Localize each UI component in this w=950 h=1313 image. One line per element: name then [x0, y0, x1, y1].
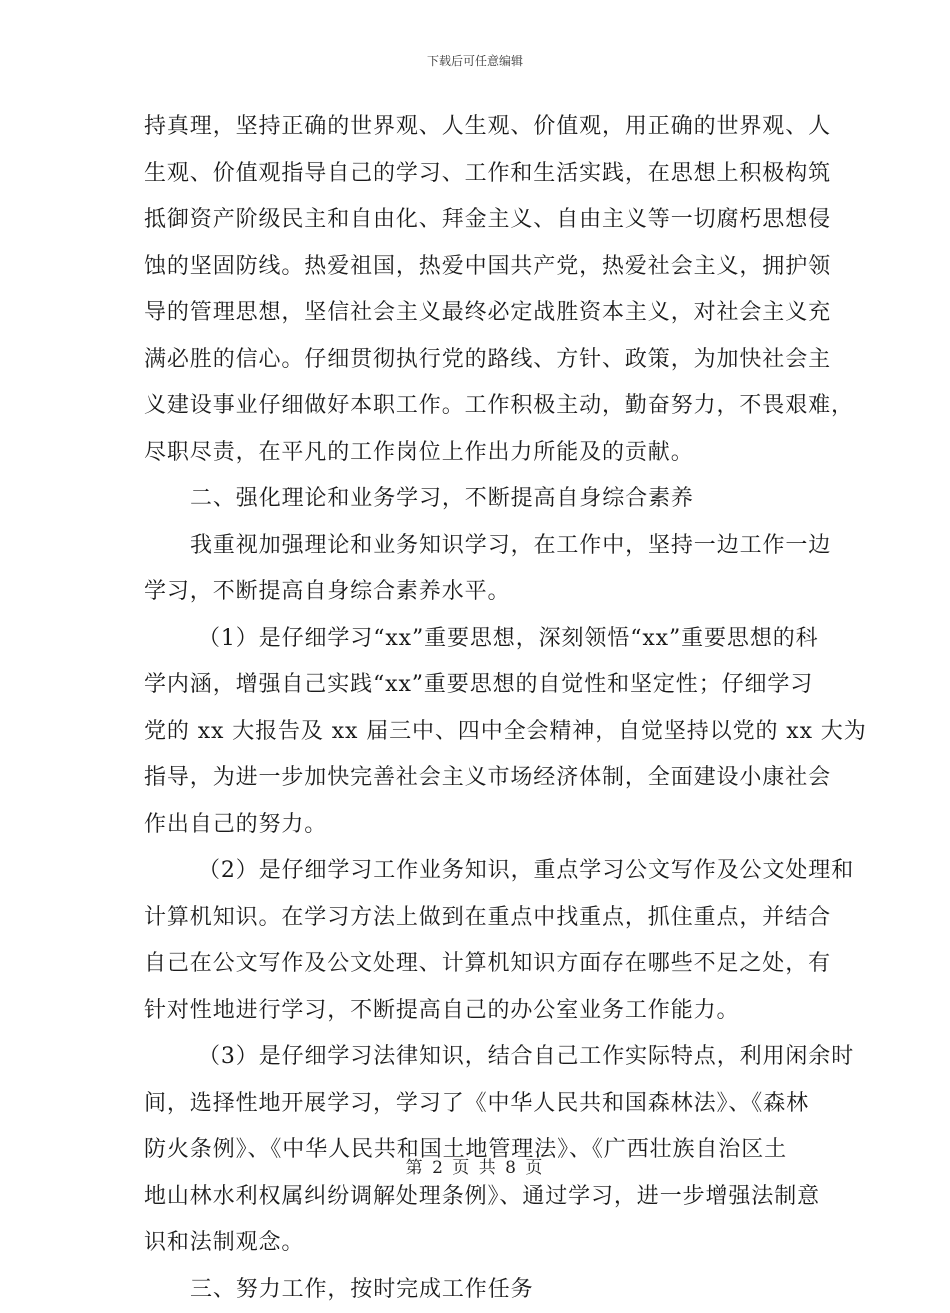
body-line: 识和法制观念。	[144, 1220, 806, 1267]
body-line: 间，选择性地开展学习，学习了《中华人民共和国森林法》、《森林	[144, 1081, 806, 1128]
body-line: 生观、价值观指导自己的学习、工作和生活实践，在思想上积极构筑	[144, 151, 806, 198]
body-line: 作出自己的努力。	[144, 802, 806, 849]
body-line: 防火条例》、《中华人民共和国土地管理法》、《广西壮族自治区土	[144, 1127, 806, 1174]
page-footer: 第 2 页 共 8 页	[0, 1153, 950, 1178]
body-line: 义建设事业仔细做好本职工作。工作积极主动，勤奋努力，不畏艰难，	[144, 383, 806, 430]
body-line: 抵御资产阶级民主和自由化、拜金主义、自由主义等一切腐朽思想侵	[144, 197, 806, 244]
body-line: （2）是仔细学习工作业务知识，重点学习公文写作及公文处理和	[144, 848, 806, 895]
document-body	[144, 104, 806, 1313]
body-line: 我重视加强理论和业务知识学习，在工作中，坚持一边工作一边	[144, 523, 806, 570]
body-line: 地山林水利权属纠纷调解处理条例》、通过学习，进一步增强法制意	[144, 1174, 806, 1221]
page-header: 下载后可任意编辑	[0, 52, 950, 69]
body-line: 学内涵，增强自己实践“xx”重要思想的自觉性和坚定性；仔细学习	[144, 662, 806, 709]
body-line: 蚀的坚固防线。热爱祖国，热爱中国共产党，热爱社会主义，拥护领	[144, 244, 806, 291]
body-line: 计算机知识。在学习方法上做到在重点中找重点，抓住重点，并结合	[144, 895, 806, 942]
section-heading: 三、努力工作，按时完成工作任务	[144, 1267, 806, 1313]
body-line: （1）是仔细学习“xx”重要思想，深刻领悟“xx”重要思想的科	[144, 616, 806, 663]
section-heading: 二、强化理论和业务学习，不断提高自身综合素养	[144, 476, 806, 523]
body-line: 学习，不断提高自身综合素养水平。	[144, 569, 806, 616]
body-line: 持真理，坚持正确的世界观、人生观、价值观，用正确的世界观、人	[144, 104, 806, 151]
body-line: 自己在公文写作及公文处理、计算机知识方面存在哪些不足之处，有	[144, 941, 806, 988]
body-line: 满必胜的信心。仔细贯彻执行党的路线、方针、政策，为加快社会主	[144, 337, 806, 384]
body-line: 指导，为进一步加快完善社会主义市场经济体制，全面建设小康社会	[144, 755, 806, 802]
body-line: 尽职尽责，在平凡的工作岗位上作出力所能及的贡献。	[144, 430, 806, 477]
body-line: （3）是仔细学习法律知识，结合自己工作实际特点，利用闲余时	[144, 1034, 806, 1081]
body-line: 党的 xx 大报告及 xx 届三中、四中全会精神，自觉坚持以党的 xx 大为	[144, 709, 806, 756]
body-line: 针对性地进行学习，不断提高自己的办公室业务工作能力。	[144, 988, 806, 1035]
body-line: 导的管理思想，坚信社会主义最终必定战胜资本主义，对社会主义充	[144, 290, 806, 337]
